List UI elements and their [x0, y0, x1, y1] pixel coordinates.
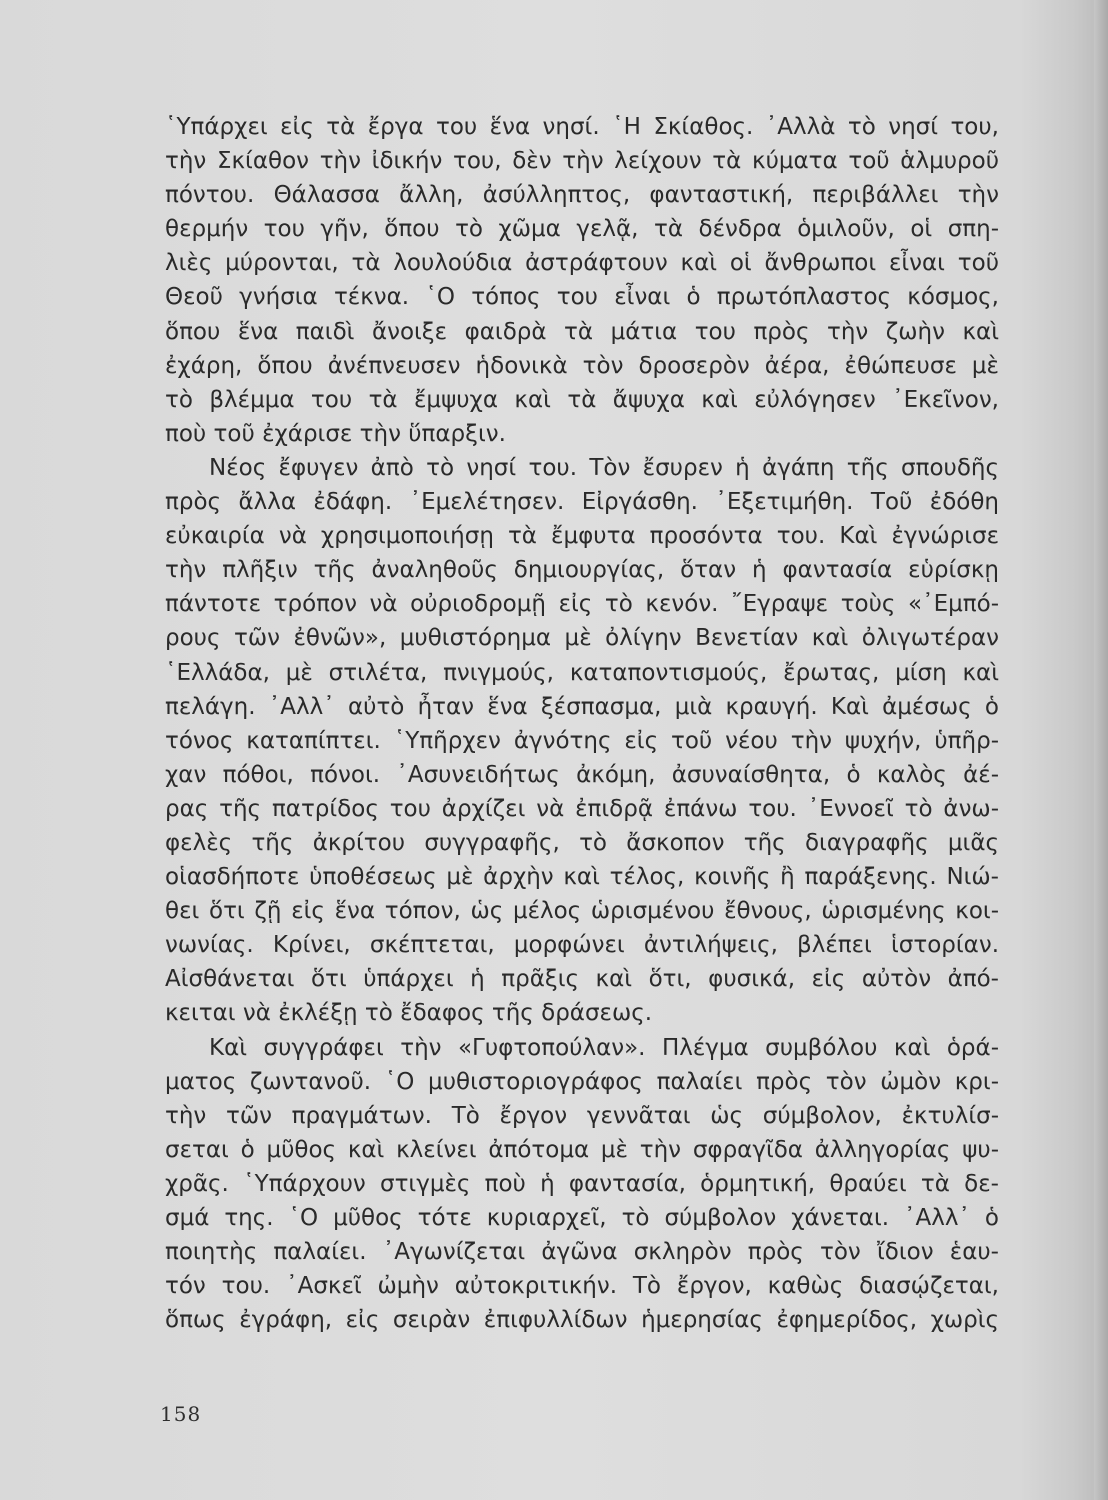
text-line: πόντου. Θάλασσα ἄλλη, ἀσύλληπτος, φανταστική, περιβάλλει τὴν	[165, 182, 999, 209]
text-line: ῾Υπάρχει εἰς τὰ ἔργα του ἕνα νησί. ῾Η Σκίαθος. ᾿Αλλὰ τὸ νησί του,	[165, 114, 999, 140]
text-line: ὅπως ἐγράφη, εἰς σειρὰν ἐπιφυλλίδων ἡμερησίας ἐφημερίδος, χωρὶς	[165, 1307, 999, 1334]
text-line: Αἰσθάνεται ὅτι ὑπάρχει ἡ πρᾶξις καὶ ὅτι, φυσικά, εἰς αὐτὸν ἀπό-	[165, 966, 999, 993]
paragraph	[165, 110, 999, 451]
text-line: λιὲς μύρονται, τὰ λουλούδια ἀστράφτουν καὶ οἱ ἄνθρωποι εἶναι τοῦ	[165, 250, 999, 277]
text-line: οἱασδήποτε ὑποθέσεως μὲ ἀρχὴν καὶ τέλος, κοινῆς ἢ παράξενης. Νιώ-	[165, 864, 999, 891]
text-line: ρας τῆς πατρίδος του ἀρχίζει νὰ ἐπιδρᾷ ἐπάνω του. ᾿Εννοεῖ τὸ ἀνω-	[165, 795, 999, 822]
text-line: νωνίας. Κρίνει, σκέπτεται, μορφώνει ἀντιλήψεις, βλέπει ἱστορίαν.	[165, 932, 999, 959]
text-line: ἐχάρη, ὅπου ἀνέπνευσεν ἡδονικὰ τὸν δροσερὸν ἀέρα, ἐθώπευσε μὲ	[165, 352, 999, 379]
paragraph	[165, 1031, 999, 1338]
text-line: εὐκαιρία νὰ χρησιμοποιήσῃ τὰ ἔμφυτα προσόντα του. Καὶ ἐγνώρισε	[165, 523, 999, 550]
text-line: τὴν τῶν πραγμάτων. Τὸ ἔργον γεννᾶται ὡς σύμβολον, ἐκτυλίσ-	[165, 1102, 999, 1129]
text-line: ποιητὴς παλαίει. ᾿Αγωνίζεται ἀγῶνα σκληρὸν πρὸς τὸν ἴδιον ἑαυ-	[165, 1239, 999, 1266]
book-spine-shadow	[1094, 0, 1108, 1500]
text-line: κειται νὰ ἐκλέξῃ τὸ ἔδαφος τῆς δράσεως.	[165, 1000, 653, 1027]
text-line: ρους τῶν ἐθνῶν», μυθιστόρημα μὲ ὀλίγην Βενετίαν καὶ ὀλιγωτέραν	[165, 625, 999, 652]
text-line: σμά της. ῾Ο μῦθος τότε κυριαρχεῖ, τὸ σύμβολον χάνεται. ᾿Αλλ᾿ ὁ	[165, 1205, 999, 1231]
text-line: τὸ βλέμμα του τὰ ἔμψυχα καὶ τὰ ἄψυχα καὶ εὐλόγησεν ᾿Εκεῖνον,	[165, 386, 999, 413]
text-line: θερμήν του γῆν, ὅπου τὸ χῶμα γελᾷ, τὰ δένδρα ὁμιλοῦν, οἱ σπη-	[165, 216, 999, 243]
text-line: ῾Ελλάδα, μὲ στιλέτα, πνιγμούς, καταποντισμούς, ἔρωτας, μίση καὶ	[165, 659, 999, 686]
body-text	[165, 110, 999, 1337]
text-line: ματος ζωντανοῦ. ῾Ο μυθιστοριογράφος παλαίει πρὸς τὸν ὠμὸν κρι-	[165, 1068, 999, 1095]
text-line: Νέος ἔφυγεν ἀπὸ τὸ νησί του. Τὸν ἔσυρεν ἡ ἀγάπη τῆς σπουδῆς	[209, 454, 999, 481]
paragraph	[165, 451, 999, 1031]
text-line: πρὸς ἄλλα ἐδάφη. ᾿Εμελέτησεν. Εἰργάσθη. ᾿Εξετιμήθη. Τοῦ ἐδόθη	[165, 489, 999, 516]
text-line: τόν του. ᾿Ασκεῖ ὠμὴν αὐτοκριτικήν. Τὸ ἔργον, καθὼς διασῴζεται,	[165, 1273, 999, 1300]
text-line: σεται ὁ μῦθος καὶ κλείνει ἀπότομα μὲ τὴν σφραγῖδα ἀλληγορίας ψυ-	[165, 1136, 999, 1163]
page-number: 158	[160, 1402, 202, 1426]
text-line: ὅπου ἕνα παιδὶ ἄνοιξε φαιδρὰ τὰ μάτια του πρὸς τὴν ζωὴν καὶ	[165, 318, 999, 345]
text-line: Θεοῦ γνήσια τέκνα. ῾Ο τόπος του εἶναι ὁ πρωτόπλαστος κόσμος,	[165, 284, 999, 311]
text-line: θει ὅτι ζῇ εἰς ἕνα τόπον, ὡς μέλος ὡρισμένου ἔθνους, ὡρισμένης κοι-	[165, 898, 999, 925]
text-line: τὴν Σκίαθον τὴν ἰδικήν του, δὲν τὴν λείχουν τὰ κύματα τοῦ ἁλμυροῦ	[165, 148, 999, 175]
text-line: Καὶ συγγράφει τὴν «Γυφτοπούλαν». Πλέγμα συμβόλου καὶ ὁρά-	[209, 1034, 999, 1061]
text-line: τόνος καταπίπτει. ῾Υπῆρχεν ἀγνότης εἰς τοῦ νέου τὴν ψυχήν, ὑπῆρ-	[165, 727, 999, 754]
text-line: πελάγη. ᾿Αλλ᾿ αὐτὸ ἦταν ἕνα ξέσπασμα, μιὰ κραυγή. Καὶ ἀμέσως ὁ	[165, 693, 999, 720]
text-line: ποὺ τοῦ ἐχάρισε τὴν ὕπαρξιν.	[165, 420, 506, 447]
text-line: τὴν πλῆξιν τῆς ἀναληθοῦς δημιουργίας, ὅταν ἡ φαντασία εὑρίσκῃ	[165, 557, 999, 584]
text-line: πάντοτε τρόπον νὰ οὐριοδρομῇ εἰς τὸ κενόν. ῎Εγραψε τοὺς «᾿Εμπό-	[165, 591, 999, 618]
text-line: φελὲς τῆς ἀκρίτου συγγραφῆς, τὸ ἄσκοπον τῆς διαγραφῆς μιᾶς	[165, 829, 999, 856]
text-line: χρᾶς. ῾Υπάρχουν στιγμὲς ποὺ ἡ φαντασία, ὁρμητική, θραύει τὰ δε-	[165, 1170, 999, 1197]
text-line: χαν πόθοι, πόνοι. ᾿Ασυνειδήτως ἀκόμη, ἀσυναίσθητα, ὁ καλὸς ἀέ-	[165, 761, 999, 788]
